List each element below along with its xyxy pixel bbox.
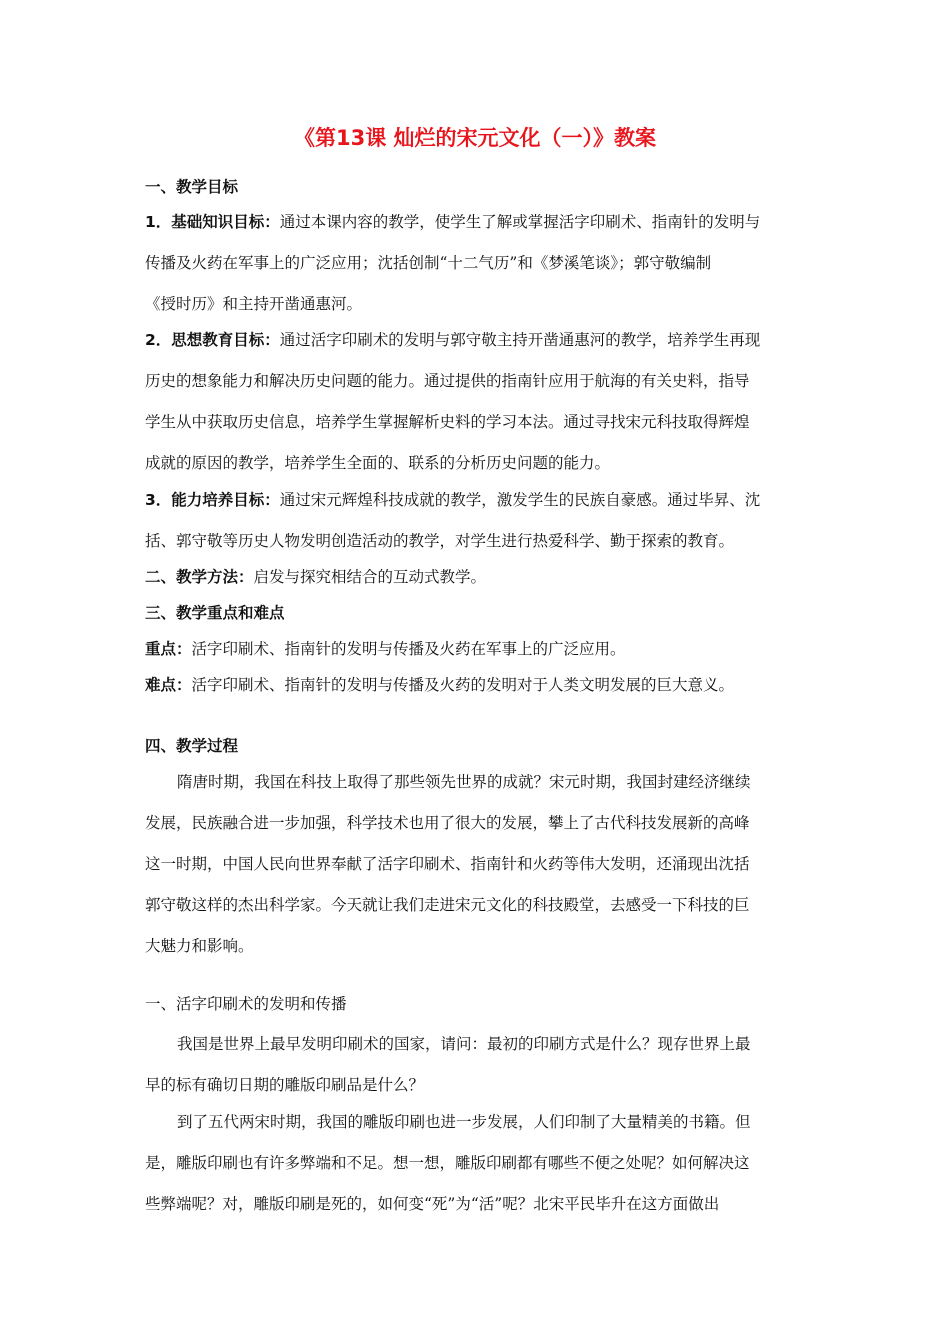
intro-line-5: 大魅力和影响。: [145, 937, 254, 955]
paragraph-2-line-2: 是，雕版印刷也有许多弊端和不足。想一想，雕版印刷都有哪些不便之处呢？如何解决这: [145, 1154, 750, 1172]
paragraph-1-line-1: 我国是世界上最早发明印刷术的国家，请问：最初的印刷方式是什么？现存世界上最: [177, 1035, 751, 1053]
difficult-point-label: 难点：: [145, 676, 192, 694]
objective-2-line-1: [145, 330, 810, 350]
section-heading-objectives: 一、教学目标: [145, 178, 239, 196]
subsection-heading-printing: 一、活字印刷术的发明和传播: [145, 995, 347, 1013]
page-title: 《第13课 灿烂的宋元文化（一）》教案: [293, 126, 657, 150]
objective-3-label: 3．能力培养目标：: [145, 491, 280, 509]
intro-line-3: 这一时期，中国人民向世界奉献了活字印刷术、指南针和火药等伟大发明，还涌现出沈括: [145, 855, 750, 873]
methods-text: 启发与探究相结合的互动式教学。: [253, 568, 487, 586]
objective-3-line-2: 括、郭守敬等历史人物发明创造活动的教学，对学生进行热爱科学、勤于探索的教育。: [145, 532, 735, 550]
key-point-line: [145, 639, 810, 659]
section-heading-methods: 二、教学方法：: [145, 568, 254, 586]
objective-1-line-1: [145, 212, 810, 232]
objective-2-line-3: 学生从中获取历史信息，培养学生掌握解析史料的学习本法。通过寻找宋元科技取得辉煌: [145, 413, 750, 431]
intro-line-1: 隋唐时期，我国在科技上取得了那些领先世界的成就？宋元时期，我国封建经济继续: [177, 773, 751, 791]
section-methods: [145, 567, 810, 587]
objective-1-line-2: 传播及火药在军事上的广泛应用；沈括创制“十二气历”和《梦溪笔谈》；郭守敬编制: [145, 254, 712, 272]
paragraph-1-line-2: 早的标有确切日期的雕版印刷品是什么？: [145, 1076, 425, 1094]
key-point-label: 重点：: [145, 640, 192, 658]
key-point-text: 活字印刷术、指南针的发明与传播及火药在军事上的广泛应用。: [191, 640, 626, 658]
difficult-point-text: 活字印刷术、指南针的发明与传播及火药的发明对于人类文明发展的巨大意义。: [191, 676, 735, 694]
objective-2-text: 通过活字印刷术的发明与郭守敬主持开凿通惠河的教学，培养学生再现: [279, 331, 761, 349]
objective-1-text: 通过本课内容的教学，使学生了解或掌握活字印刷术、指南针的发明与: [279, 213, 761, 231]
objective-1-label: 1．基础知识目标：: [145, 213, 280, 231]
objective-3-text: 通过宋元辉煌科技成就的教学，激发学生的民族自豪感。通过毕昇、沈: [279, 491, 761, 509]
section-heading-process: 四、教学过程: [145, 737, 239, 755]
paragraph-2-line-3: 些弊端呢？对，雕版印刷是死的，如何变“死”为“活”呢？北宋平民毕升在这方面做出: [145, 1195, 720, 1213]
objective-2-line-2: 历史的想象能力和解决历史问题的能力。通过提供的指南针应用于航海的有关史料，指导: [145, 372, 750, 390]
section-heading-key-points: 三、教学重点和难点: [145, 604, 285, 622]
objective-3-line-1: [145, 490, 810, 510]
paragraph-2-line-1: 到了五代两宋时期，我国的雕版印刷也进一步发展，人们印制了大量精美的书籍。但: [177, 1113, 751, 1131]
intro-line-4: 郭守敬这样的杰出科学家。今天就让我们走进宋元文化的科技殿堂，去感受一下科技的巨: [145, 896, 750, 914]
intro-line-2: 发展，民族融合进一步加强，科学技术也用了很大的发展，攀上了古代科技发展新的高峰: [145, 814, 750, 832]
objective-2-label: 2．思想教育目标：: [145, 331, 280, 349]
objective-1-line-3: 《授时历》和主持开凿通惠河。: [145, 295, 363, 313]
objective-2-line-4: 成就的原因的教学，培养学生全面的、联系的分析历史问题的能力。: [145, 454, 611, 472]
difficult-point-line: [145, 675, 810, 695]
